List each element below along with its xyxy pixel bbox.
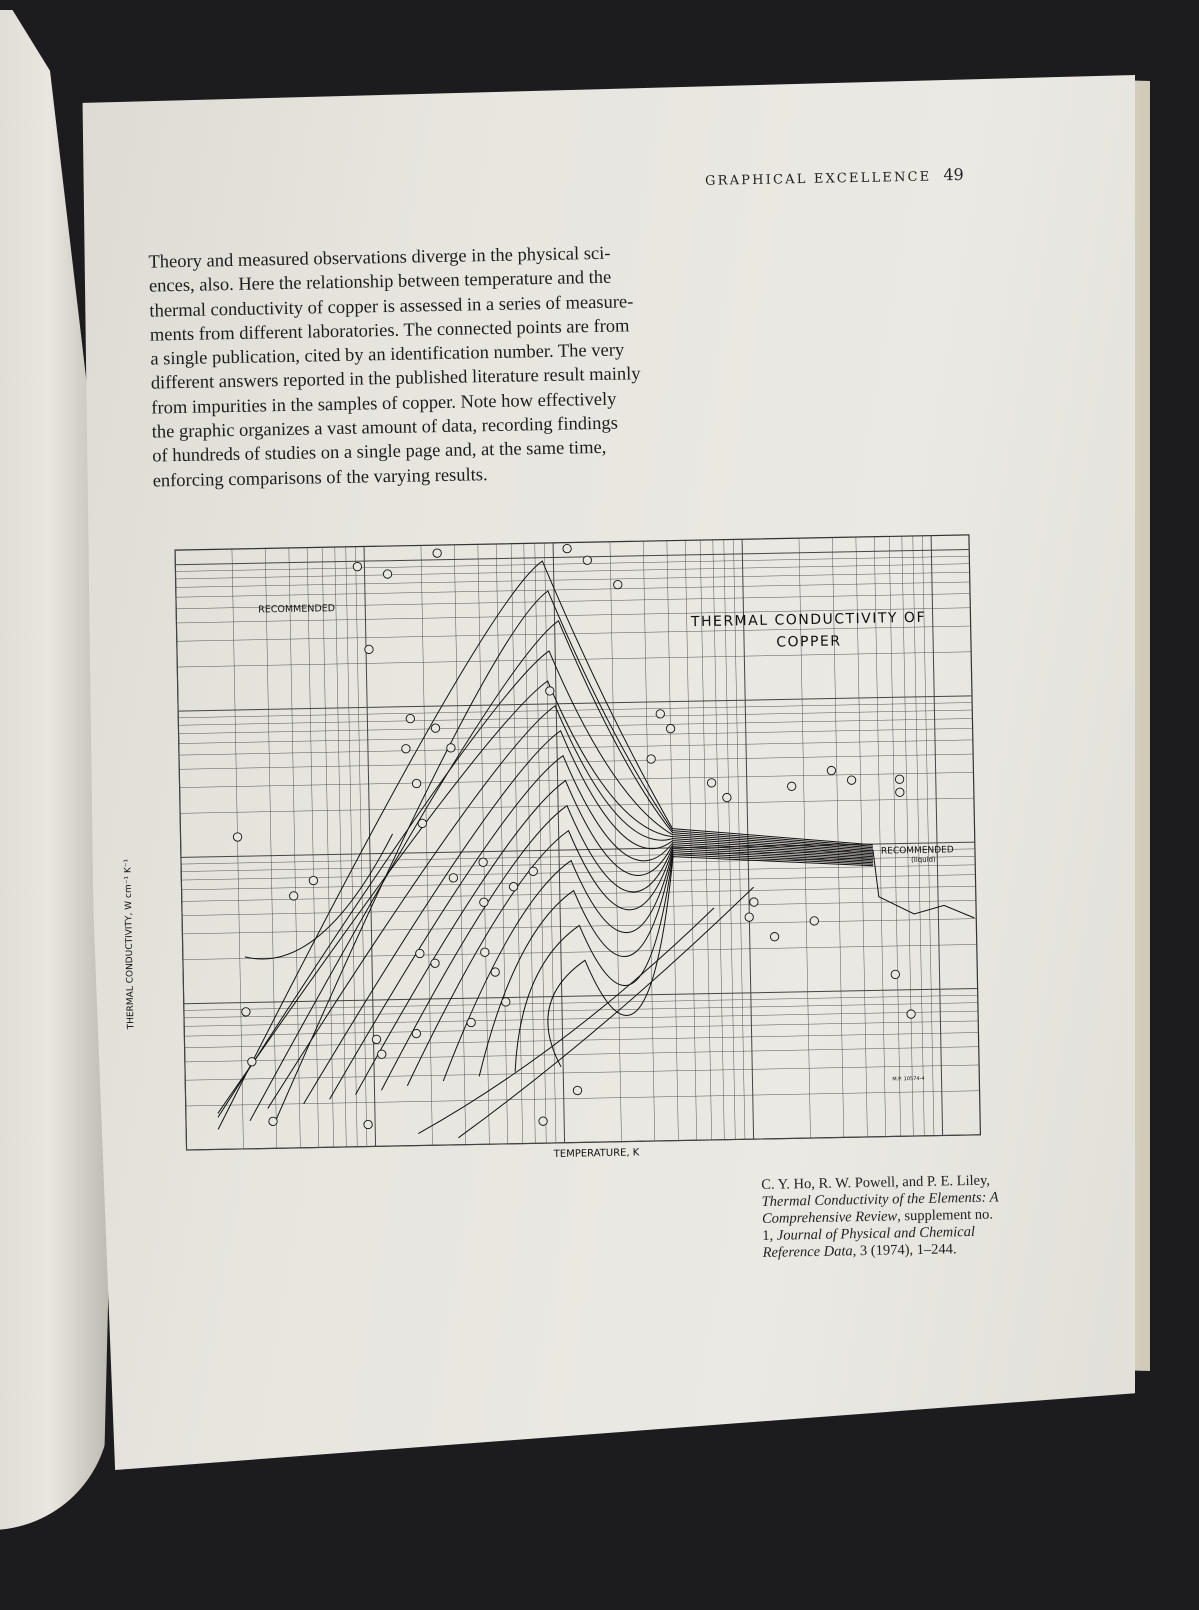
reference-marker <box>666 724 675 733</box>
grid-line-horizontal <box>184 1003 978 1018</box>
reference-marker <box>289 892 298 901</box>
grid-line-horizontal <box>185 1047 979 1062</box>
figure-caption <box>761 1172 1023 1262</box>
reference-marker <box>364 1120 373 1129</box>
body-line: Theory and measured observations diverge in the physical sci- <box>148 243 611 273</box>
measurement-curve <box>350 775 878 1095</box>
reference-marker <box>353 562 362 571</box>
reference-marker <box>242 1008 251 1017</box>
grid-line-horizontal <box>176 572 970 587</box>
measurement-curve <box>545 853 877 1067</box>
reference-marker <box>539 1117 548 1126</box>
grid-line-vertical <box>175 550 187 1150</box>
caption-title-1: Thermal Conductivity of the Elements: A <box>761 1189 999 1210</box>
body-line: different answers reported in the published literature result mainly <box>150 364 641 395</box>
x-axis-label: TEMPERATURE, K <box>553 1147 640 1160</box>
reference-marker <box>467 1018 476 1027</box>
figure-title-line-1: THERMAL CONDUCTIVITY OF <box>690 609 927 631</box>
measurement-curve <box>454 887 759 1138</box>
running-head-title: GRAPHICAL EXCELLENCE <box>704 169 932 189</box>
body-line: ences, also. Here the relationship between temperature and the <box>148 268 612 297</box>
reference-marker <box>563 544 572 553</box>
reference-marker <box>491 968 500 977</box>
reference-marker <box>529 867 538 876</box>
reference-marker <box>431 959 440 968</box>
grid-line-horizontal <box>178 703 972 718</box>
log-grid <box>175 535 980 1150</box>
measurement-curve <box>439 847 877 1081</box>
body-line: enforcing comparisons of the varying results. <box>152 464 488 492</box>
grid-line-horizontal <box>186 1091 980 1106</box>
reference-marker <box>656 710 665 719</box>
caption-journal-2: Reference Data <box>762 1243 853 1261</box>
grid-line-horizontal <box>175 556 969 571</box>
reference-marker <box>501 998 510 1007</box>
reference-marker <box>907 1010 916 1019</box>
reference-marker <box>750 898 759 907</box>
grid-line-horizontal <box>179 740 973 755</box>
reference-marker <box>418 819 427 828</box>
reference-marker <box>546 687 555 696</box>
reference-marker <box>573 1086 582 1095</box>
grid-line-horizontal <box>176 564 970 579</box>
recommended-liquid-sublabel: (liquid) <box>911 855 936 865</box>
grid-line-horizontal <box>184 995 978 1010</box>
reference-marker <box>479 858 488 867</box>
reference-marker <box>383 570 392 579</box>
reference-marker <box>810 917 819 926</box>
reference-marker <box>647 755 656 764</box>
reference-marker <box>431 724 440 733</box>
measurement-curve <box>323 750 877 1099</box>
body-line: of hundreds of studies on a single page and, at the same time, <box>152 438 607 467</box>
caption-title-2: Comprehensive Review <box>761 1208 898 1227</box>
reference-marker <box>433 549 442 558</box>
grid-line-horizontal <box>175 550 969 565</box>
reference-marker <box>787 782 796 791</box>
grid-line-horizontal <box>183 944 977 959</box>
body-line: ments from different laboratories. The connected points are from <box>149 316 630 346</box>
reference-marker <box>481 948 490 957</box>
grid-line-vertical <box>454 545 466 1145</box>
grid-line-horizontal <box>177 652 971 667</box>
reference-marker <box>372 1035 381 1044</box>
grid-line-horizontal <box>179 754 973 769</box>
caption-journal-1: Journal of Physical and Chemical <box>776 1223 976 1244</box>
reference-marker <box>827 766 836 775</box>
measurement-curve <box>511 851 877 1072</box>
reference-marker <box>723 793 732 802</box>
body-paragraph <box>148 240 683 493</box>
figure-id: M.P. 10574-4 <box>892 1075 925 1083</box>
grid-line-horizontal <box>182 886 976 901</box>
page-number: 49 <box>943 164 964 185</box>
reference-marker <box>377 1050 386 1059</box>
recommended-liquid-label: RECOMMENDED <box>880 845 954 857</box>
grid-line-vertical <box>421 545 433 1145</box>
reference-marker <box>416 949 425 958</box>
reference-marker <box>447 744 456 753</box>
reference-marker <box>412 1029 421 1038</box>
running-head <box>705 164 1005 189</box>
grid-line-horizontal <box>185 1065 979 1080</box>
reference-marker <box>847 776 856 785</box>
caption-supplement: , supplement no. <box>896 1206 994 1225</box>
reference-marker <box>896 788 905 797</box>
caption-citation-tail: , 3 (1974), 1–244. <box>852 1241 957 1260</box>
reference-marker <box>269 1117 278 1126</box>
reference-marker <box>707 779 716 788</box>
measurement-curve <box>210 675 878 1114</box>
reference-marker <box>412 779 421 788</box>
reference-marker <box>365 645 374 654</box>
reference-marker <box>402 744 411 753</box>
grid-line-vertical <box>335 547 347 1147</box>
grid-line-horizontal <box>178 710 972 725</box>
figure-title-line-2: COPPER <box>776 633 842 651</box>
body-line: a single publication, cited by an identification number. The very <box>150 340 625 370</box>
body-line: the graphic organizes a vast amount of data, recording findings <box>151 413 619 443</box>
grid-line-horizontal <box>179 718 973 733</box>
reference-marker <box>248 1057 257 1066</box>
grid-line-vertical <box>289 548 301 1148</box>
reference-marker <box>614 580 623 589</box>
reference-marker <box>745 913 754 922</box>
y-axis-label: THERMAL CONDUCTIVITY, W cm⁻¹ K⁻¹ <box>123 858 137 1030</box>
reference-marker <box>309 876 318 885</box>
reference-marker <box>891 970 900 979</box>
grid-line-vertical <box>265 548 277 1148</box>
grid-line-vertical <box>346 547 358 1147</box>
reference-marker <box>583 556 592 565</box>
grid-line-vertical <box>364 547 376 1147</box>
reference-marker <box>895 775 904 784</box>
recommended-label: RECOMMENDED <box>258 603 336 616</box>
plot-frame <box>175 535 980 1150</box>
grid-line-vertical <box>355 547 367 1147</box>
reference-marker <box>449 874 458 883</box>
reference-marker <box>770 932 779 941</box>
grid-line-vertical <box>496 544 508 1144</box>
grid-line-horizontal <box>184 988 978 1003</box>
caption-supplement-number: 1, <box>762 1227 777 1244</box>
measurement-curve <box>297 725 878 1104</box>
grid-line-horizontal <box>185 1033 979 1048</box>
grid-line-horizontal <box>176 582 970 597</box>
thermal-conductivity-figure <box>123 523 999 1179</box>
caption-authors: C. Y. Ho, R. W. Powell, and P. E. Liley, <box>761 1172 991 1193</box>
reference-marker <box>509 882 518 891</box>
grid-line-vertical <box>232 549 244 1149</box>
measurement-curve <box>376 800 877 1090</box>
body-line: thermal conductivity of copper is assessed in a series of measure- <box>149 291 634 322</box>
reference-marker <box>480 898 489 907</box>
body-line: from impurities in the samples of copper. Note how effectively <box>151 389 617 419</box>
reference-marker <box>406 714 415 723</box>
grid-line-vertical <box>307 548 319 1148</box>
grid-line-vertical <box>643 541 655 1141</box>
measurement-curve <box>414 908 718 1134</box>
reference-marker <box>233 833 242 842</box>
